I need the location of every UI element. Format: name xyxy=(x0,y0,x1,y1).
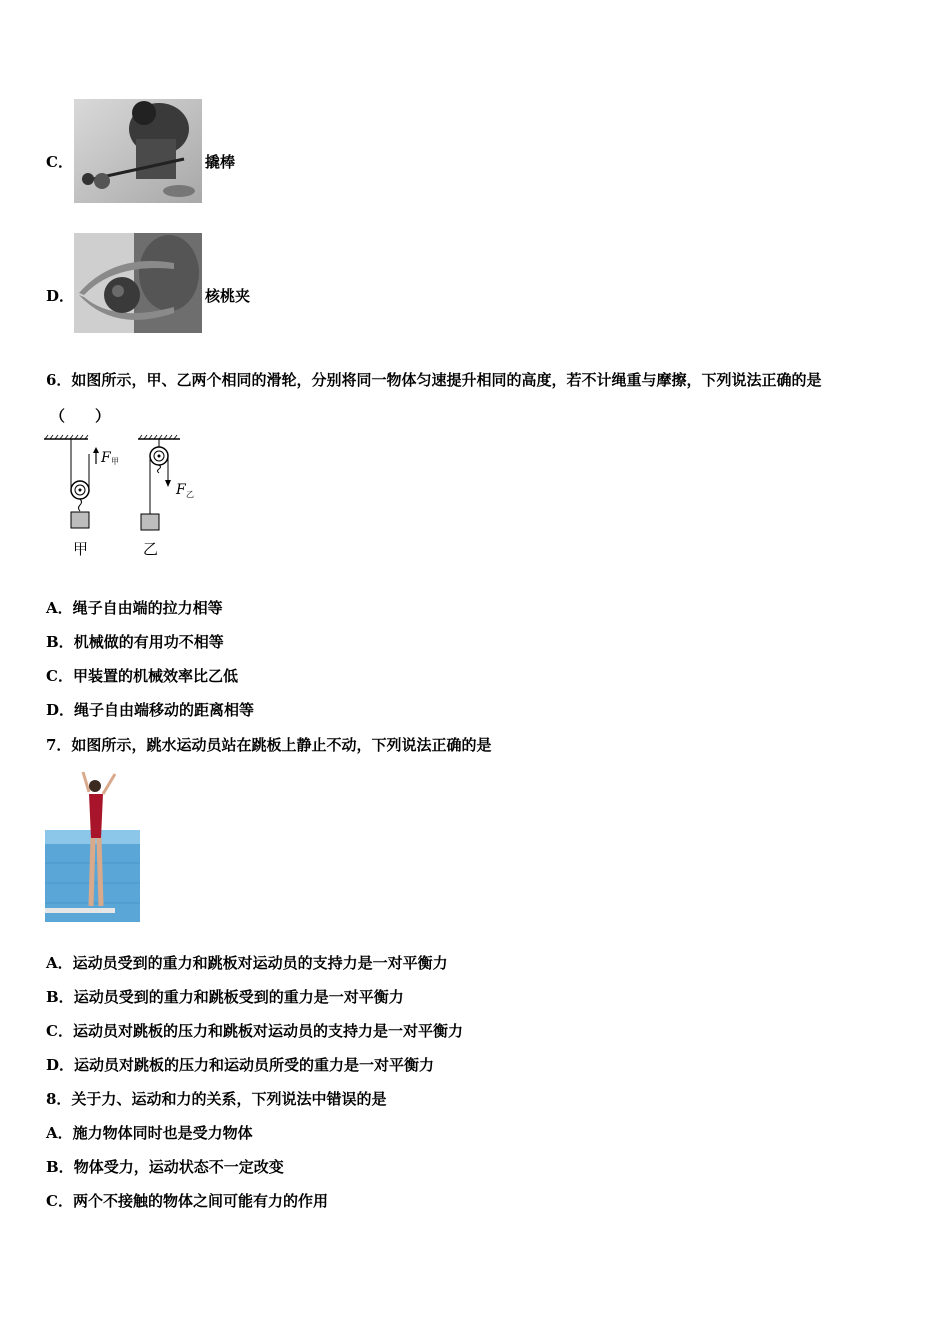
q7-option-d xyxy=(46,1055,434,1075)
nutcracker-photo xyxy=(74,233,202,333)
q8-stem: 8．关于力、运动和力的关系，下列说法中错误的是 xyxy=(46,1090,387,1108)
force-left-label: F xyxy=(101,450,111,466)
q5-option-c-letter: C． xyxy=(46,153,73,171)
option-text: 绳子自由端的拉力相等 xyxy=(72,599,223,617)
caption-yi: 乙 xyxy=(143,540,159,558)
q6-stem: 6．如图所示，甲、乙两个相同的滑轮，分别将同一物体匀速提升相同的高度，若不计绳重与摩擦，下列说法正确的是 xyxy=(46,371,822,389)
option-text: 两个不接触的物体之间可能有力的作用 xyxy=(72,1192,328,1210)
option-letter: C． xyxy=(46,667,73,685)
right-weight xyxy=(141,514,159,530)
option-text: 运动员受到的重力和跳板对运动员的支持力是一对平衡力 xyxy=(72,954,448,972)
option-text: 绳子自由端移动的距离相等 xyxy=(74,701,255,719)
q8-option-b xyxy=(46,1157,284,1177)
option-letter: D． xyxy=(46,1056,75,1074)
left-weight xyxy=(71,512,89,528)
option-letter: B． xyxy=(46,633,74,651)
diver-photo xyxy=(45,768,140,922)
q7-option-a xyxy=(46,953,448,973)
q5-option-d-letter: D． xyxy=(46,287,75,305)
option-letter: D． xyxy=(46,701,75,719)
force-right-label: F xyxy=(176,482,186,498)
option-text: 运动员受到的重力和跳板受到的重力是一对平衡力 xyxy=(73,988,404,1006)
option-text: 运动员对跳板的压力和运动员所受的重力是一对平衡力 xyxy=(74,1056,435,1074)
q5-option-c-label: 撬棒 xyxy=(205,153,236,171)
option-letter: C． xyxy=(46,1192,73,1210)
caption-jia: 甲 xyxy=(73,540,89,558)
q7-option-c xyxy=(46,1021,463,1041)
option-letter: A． xyxy=(46,1124,73,1142)
option-letter: B． xyxy=(46,988,74,1006)
q6-option-d xyxy=(46,700,254,720)
option-text: 甲装置的机械效率比乙低 xyxy=(72,667,238,685)
q7-option-b xyxy=(46,987,404,1007)
q7-stem: 7．如图所示，跳水运动员站在跳板上静止不动，下列说法正确的是 xyxy=(46,736,492,754)
q8-option-c xyxy=(46,1191,328,1211)
option-letter: A． xyxy=(46,954,73,972)
force-right-sub: 乙 xyxy=(186,490,194,499)
q6-answer-paren: （ ） xyxy=(50,407,111,425)
q8-option-a xyxy=(46,1123,253,1143)
q5-option-d-label: 核桃夹 xyxy=(205,287,251,305)
pulley-diagram xyxy=(44,434,214,560)
arrow-up-icon xyxy=(93,447,99,453)
option-text: 运动员对跳板的压力和跳板对运动员的支持力是一对平衡力 xyxy=(72,1022,463,1040)
force-left-sub: 甲 xyxy=(111,457,119,466)
option-letter: B． xyxy=(46,1158,74,1176)
option-text: 机械做的有用功不相等 xyxy=(73,633,224,651)
q6-option-a xyxy=(46,598,223,618)
arrow-down-icon xyxy=(165,480,171,487)
option-letter: C． xyxy=(46,1022,73,1040)
q6-option-b xyxy=(46,632,224,652)
option-text: 物体受力，运动状态不一定改变 xyxy=(73,1158,284,1176)
crowbar-photo xyxy=(74,99,202,203)
option-letter: A． xyxy=(46,599,73,617)
option-text: 施力物体同时也是受力物体 xyxy=(72,1124,253,1142)
q6-option-c xyxy=(46,666,238,686)
